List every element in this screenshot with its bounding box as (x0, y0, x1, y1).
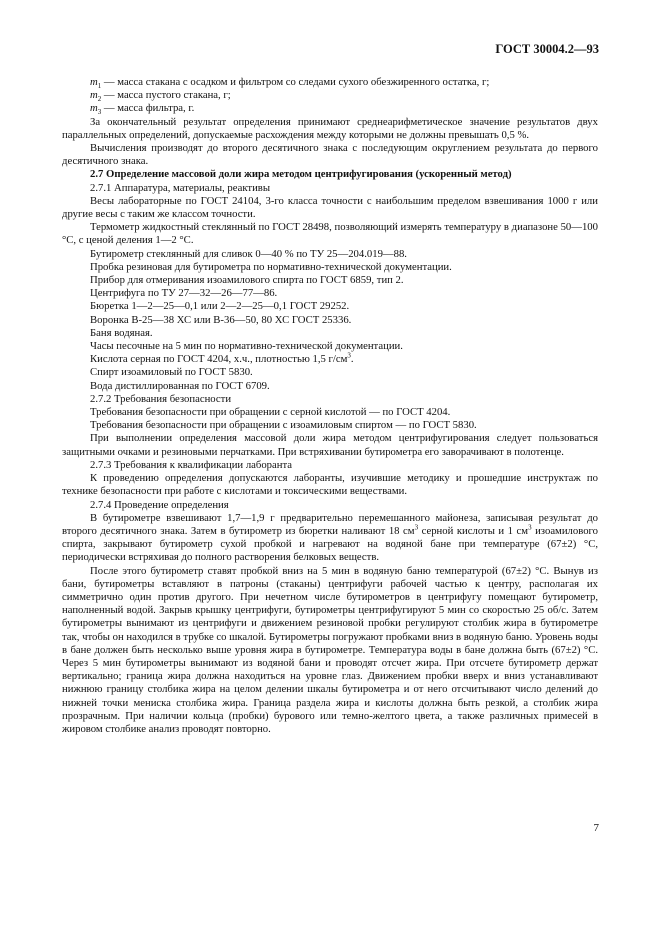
procedure-text: В бутирометре взвешивают 1,7—1,9 г предварительно перемешанного майонеза, записывая результат до второго десятичного знака. Затем в бутирометр из бюретки наливают 18 см (62, 511, 598, 537)
page-number: 7 (593, 822, 599, 834)
document-code: ГОСТ 30004.2—93 (495, 42, 599, 56)
procedure-paragraph-2: После этого бутирометр ставят пробкой вниз на 5 мин в водяную баню температурой (67±2) °С. Вынув из бани, бутирометры вставляют в патроны (стаканы) центрифуги рабочей частью к центру, располагая их симметрично один против другого. При нечетном числе бутирометров в центрифугу помещают бутирометр, наполненный водой. Закрыв крышку центрифуги, бутирометры центрифугируют 5 мин со скоростью 25 об/с. Затем бутирометры вынимают из центрифуги и движением резиновой пробки регулируют столбик жира в бутирометре так, чтобы он находился в трубке со шкалой. Бутирометры погружают пробками вниз в водяную баню. Уровень воды в бане должен быть несколько выше уровня жира в бутирометре. Температура воды в бане должна быть (67±2) °С. Через 5 мин бутирометры вынимают из водяной бани и проводят отсчет жира. При отсчете бутирометр держат вертикально; граница жира должна находиться на уровне глаз. Движением пробки вверх и вниз устанавливают нижнюю границу столбика жира на целом делении шкалы бутирометра и от него отсчитывают число делений до нижней точки мениска столбика жира. Граница раздела жира и кислоты должна быть резкой, а столбик жира прозрачным. При наличии кольца (пробки) бурового или темно-желтого цвета, а также различных примесей в жировом столбике анализ проводят повторно. (62, 564, 598, 735)
equipment-item: Пробка резиновая для бутирометра по нормативно-технической документации. (90, 260, 452, 273)
equipment-item: Воронка В-25—38 ХС или В-36—50, 80 ХС ГОСТ 25336. (90, 313, 352, 326)
qualification-text: К проведению определения допускаются лаборанты, изучившие методику и прошедшие инструктаж по технике безопасности при работе с кислотами и токсическими веществами. (62, 472, 598, 498)
equipment-item: Центрифуга по ТУ 27—32—26—77—86. (90, 287, 278, 300)
equipment-item: Часы песочные на 5 мин по нормативно-технической документации. (90, 340, 403, 353)
safety-item: При выполнении определения массовой доли жира методом центрифугирования следует пользоваться защитными очками и резиновыми перчатками. При встряхивании бутирометра его заворачивают в полотенце. (62, 432, 598, 458)
equipment-item: Прибор для отмеривания изоамилового спирта по ГОСТ 6859, тип 2. (90, 274, 404, 287)
equipment-item: Баня водяная. (90, 326, 153, 339)
var-desc: — масса пустого стакана, г; (101, 89, 231, 102)
var-m2 (62, 89, 598, 102)
equipment-item: Бюретка 1—2—25—0,1 или 2—2—25—0,1 ГОСТ 29252. (90, 300, 350, 313)
equipment-item: Весы лабораторные по ГОСТ 24104, 3-го класса точности с наибольшим пределом взвешивания 1000 г или другие весы с таким же классом точности. (62, 194, 598, 221)
subsection-heading-2-7-3: 2.7.3 Требования к квалификации лаборанта (90, 458, 293, 471)
var-subscript: 3 (97, 108, 102, 117)
procedure-text: изоамилового спирта, закрывают бутирометр сухой пробкой и нагревают на водяной бане при температуре (67±2) °С, периодически встряхивая до полного растворения белковых веществ. (62, 524, 598, 564)
acid-superscript: 3 (347, 351, 351, 360)
subsection-heading-2-7-1: 2.7.1 Аппаратура, материалы, реактивы (90, 181, 271, 194)
equipment-item: Спирт изоамиловый по ГОСТ 5830. (90, 366, 253, 379)
var-m1 (62, 76, 598, 89)
superscript: 3 (528, 523, 532, 532)
equipment-item: Вода дистиллированная по ГОСТ 6709. (90, 379, 270, 392)
paragraph-result: За окончательный результат определения принимают среднеарифметическое значение результатов двух параллельных определений, допускаемые расхождения между которыми не должны превышать 0,5 %. (62, 115, 598, 141)
equipment-item: Термометр жидкостный стеклянный по ГОСТ 28498, позволяющий измерять температуру в диапазоне 50—100 °С, с ценой деления 1—2 °С. (62, 221, 598, 247)
section-heading-2-7: 2.7 Определение массовой доли жира методом центрифугирования (ускоренный метод) (90, 168, 512, 181)
equipment-item-acid (62, 353, 598, 366)
subsection-heading-2-7-2: 2.7.2 Требования безопасности (90, 392, 232, 405)
var-subscript: 1 (97, 82, 102, 91)
procedure-paragraph-1 (62, 512, 598, 565)
equipment-item: Бутирометр стеклянный для сливок 0—40 % по ТУ 25—204.019—88. (90, 247, 407, 260)
paragraph-rounding: Вычисления производят до второго десятичного знака с последующим округлением результата до первого десятичного знака. (62, 142, 598, 168)
var-desc: — масса стакана с осадком и фильтром со следами сухого обезжиренного остатка, г; (101, 76, 490, 88)
acid-end: . (350, 353, 354, 366)
document-body (62, 76, 598, 736)
superscript: 3 (414, 523, 419, 532)
var-symbol: m (90, 76, 98, 88)
var-subscript: 2 (97, 95, 102, 104)
var-symbol: m (90, 89, 98, 102)
safety-item: Требования безопасности при обращении с изоамиловым спиртом — по ГОСТ 5830. (90, 419, 477, 432)
var-symbol: m (90, 102, 98, 115)
var-desc: — масса фильтра, г. (101, 102, 195, 115)
acid-text: Кислота серная по ГОСТ 4204, х.ч., плотностью 1,5 г/см (90, 353, 348, 366)
var-m3 (62, 102, 598, 115)
safety-item: Требования безопасности при обращении с серной кислотой — по ГОСТ 4204. (90, 406, 451, 419)
procedure-text: серной кислоты и 1 см (418, 524, 529, 537)
subsection-heading-2-7-4: 2.7.4 Проведение определения (90, 498, 229, 511)
